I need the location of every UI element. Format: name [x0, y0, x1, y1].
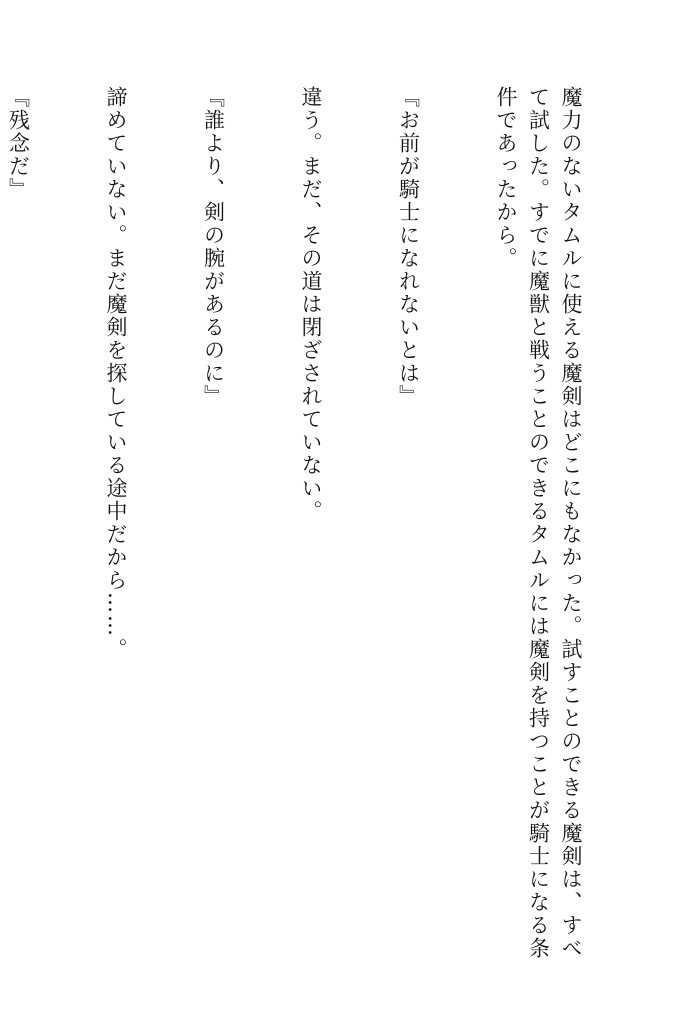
paragraph-1: 魔力のないタムルに使える魔剣はどこにもなかった。試すことのできる魔剣は、すべて試した。すでに魔獣と戦うことのできるタムルには魔剣を持つことが騎士になる条件であったから。 — [494, 86, 583, 960]
vertical-text-body — [6, 86, 652, 966]
dialogue-line-2: 『誰より、剣の腕があるのに』 — [201, 86, 226, 408]
paragraph-2: 違う。まだ、その道は閉ざされていない。 — [299, 86, 323, 523]
dialogue-line-1: 『お前が騎士になれないとは』 — [396, 86, 421, 408]
paragraph-3: 諦めていない。まだ魔剣を探している途中だから……。 — [104, 86, 128, 661]
dialogue-line-3: 『残念だ』 — [6, 86, 31, 201]
